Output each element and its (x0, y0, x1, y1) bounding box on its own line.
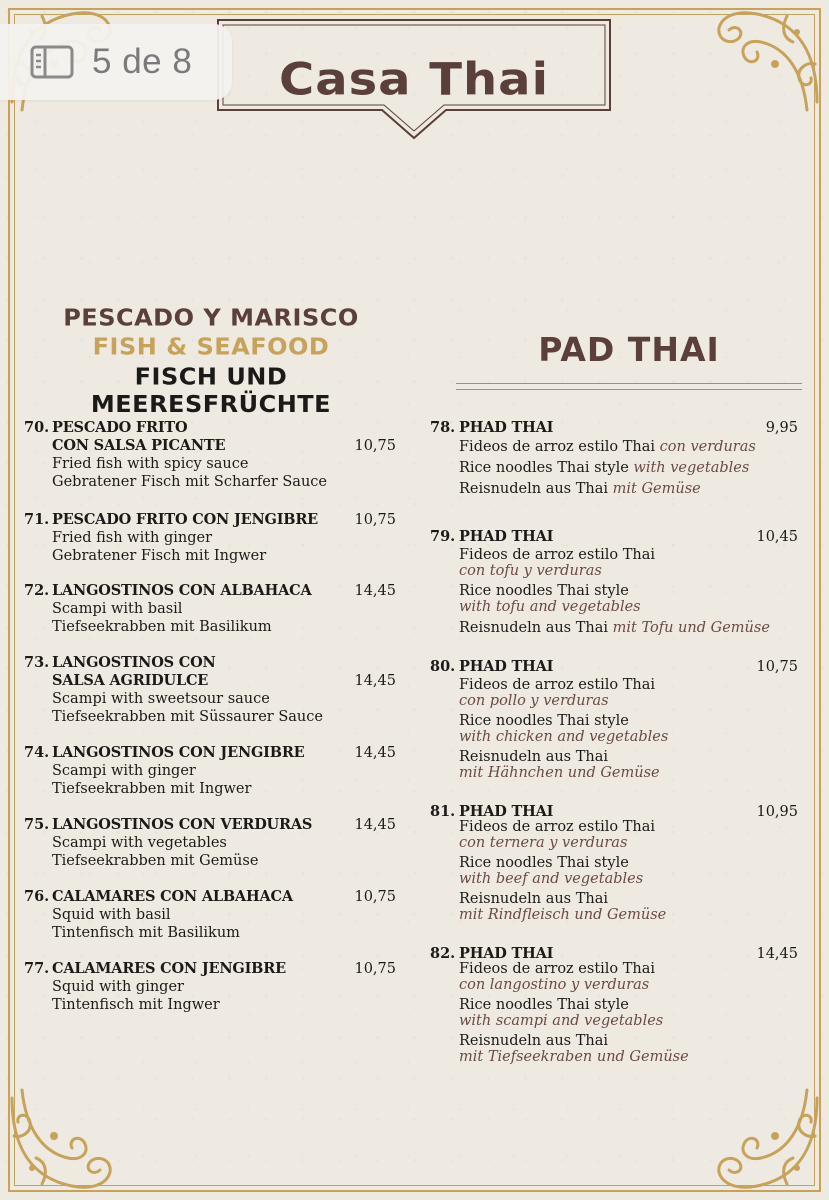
item-number: 76. (24, 888, 50, 905)
item-english: Scampi with vegetables (52, 835, 227, 851)
item-name: CALAMARES CON JENGIBRE (52, 960, 286, 977)
item-name: PHAD THAI (459, 419, 554, 436)
seafood-heading (26, 304, 396, 420)
item-price: 10,95 (756, 804, 798, 820)
heading-spanish: PESCADO Y MARISCO (63, 304, 359, 332)
item-name: PESCADO FRITO CON JENGIBRE (52, 511, 319, 528)
item-german-extra: mit Hähnchen und Gemüse (459, 765, 660, 781)
item-german: Reisnudeln aus Thai (459, 749, 609, 765)
ornament-corner-icon (709, 1080, 827, 1198)
item-price: 10,45 (756, 529, 798, 545)
item-german: Tiefseekrabben mit Gemüse (52, 853, 259, 869)
item-number: 78. (430, 419, 456, 436)
sidebar-panel-icon[interactable] (30, 45, 74, 79)
item-name: LANGOSTINOS CON (52, 654, 216, 671)
menu-item[interactable] (430, 803, 804, 924)
item-name: PHAD THAI (459, 658, 554, 675)
item-number: 70. (24, 419, 50, 436)
item-number: 72. (24, 582, 50, 599)
title-cartouche (216, 18, 612, 143)
item-price: 10,75 (354, 889, 396, 905)
ornament-corner-icon (2, 1080, 120, 1198)
item-price: 14,45 (354, 583, 396, 599)
item-german: Tiefseekrabben mit Basilikum (52, 619, 272, 635)
item-price: 10,75 (756, 659, 798, 675)
restaurant-name: Casa Thai (278, 54, 550, 106)
item-german: Tiefseekrabben mit Ingwer (52, 781, 252, 797)
item-english-extra: with beef and vegetables (459, 871, 644, 887)
item-name: PESCADO FRITO (52, 419, 188, 436)
item-german: Reisnudeln aus Thai (459, 620, 609, 636)
item-number: 75. (24, 816, 50, 833)
item-english: Rice noodles Thai style (459, 855, 629, 871)
menu-item[interactable] (24, 654, 402, 726)
item-name: PHAD THAI (459, 803, 554, 820)
item-spanish-extra: con verduras (659, 439, 756, 455)
heading-english: FISH & SEAFOOD (92, 333, 330, 361)
item-price: 10,75 (354, 438, 396, 454)
menu-item[interactable] (24, 511, 402, 565)
menu-item[interactable] (430, 528, 804, 637)
item-price: 14,45 (756, 946, 798, 962)
item-english: Scampi with ginger (52, 763, 196, 779)
item-english: Rice noodles Thai style (459, 460, 629, 476)
item-spanish-extra: con langostino y verduras (459, 977, 650, 993)
item-spanish: Fideos de arroz estilo Thai (459, 547, 656, 563)
item-spanish: Fideos de arroz estilo Thai (459, 677, 656, 693)
item-name: CALAMARES CON ALBAHACA (52, 888, 293, 905)
item-german: Reisnudeln aus Thai (459, 1033, 609, 1049)
menu-item[interactable] (430, 419, 804, 500)
item-english-extra: with chicken and vegetables (459, 729, 669, 745)
item-german-extra: mit Tiefseekraben und Gemüse (459, 1049, 689, 1065)
item-spanish-extra: con tofu y verduras (459, 563, 602, 579)
item-name: PHAD THAI (459, 528, 554, 545)
item-number: 82. (430, 945, 456, 962)
item-german: Tiefseekrabben mit Süssaurer Sauce (52, 709, 323, 725)
item-name: LANGOSTINOS CON VERDURAS (52, 816, 313, 833)
item-price: 14,45 (354, 673, 396, 689)
item-german: Tintenfisch mit Ingwer (52, 997, 220, 1013)
item-number: 71. (24, 511, 50, 528)
item-german-extra: mit Rindfleisch und Gemüse (459, 907, 667, 923)
item-number: 73. (24, 654, 50, 671)
item-english-extra: with tofu and vegetables (459, 599, 641, 615)
item-number: 77. (24, 960, 50, 977)
item-number: 81. (430, 803, 456, 820)
menu-item[interactable] (24, 582, 402, 636)
item-spanish-extra: con pollo y verduras (459, 693, 609, 709)
item-english: Rice noodles Thai style (459, 583, 629, 599)
item-english-extra: with vegetables (633, 460, 750, 476)
item-price: 10,75 (354, 512, 396, 528)
menu-item[interactable] (430, 658, 804, 782)
item-english: Rice noodles Thai style (459, 713, 629, 729)
item-english: Scampi with basil (52, 601, 183, 617)
item-number: 80. (430, 658, 456, 675)
pad-thai-heading (456, 330, 802, 390)
page-counter: 5 de 8 (92, 42, 193, 81)
ornament-corner-icon (709, 2, 827, 120)
item-english: Squid with basil (52, 907, 171, 923)
item-english-extra: with scampi and vegetables (459, 1013, 664, 1029)
item-spanish: Fideos de arroz estilo Thai (459, 819, 656, 835)
item-english: Scampi with sweetsour sauce (52, 691, 270, 707)
pad-thai-title: PAD THAI (538, 330, 720, 369)
item-german: Gebratener Fisch mit Scharfer Sauce (52, 474, 327, 490)
menu-item[interactable] (24, 744, 402, 798)
page-indicator[interactable] (0, 24, 232, 100)
item-english: Fried fish with spicy sauce (52, 456, 249, 472)
seafood-list (24, 419, 402, 1014)
menu-item[interactable] (24, 419, 402, 491)
item-name: LANGOSTINOS CON JENGIBRE (52, 744, 305, 761)
menu-item[interactable] (24, 960, 402, 1014)
heading-german: FISCH UND MEERESFRÜCHTE (90, 363, 332, 418)
item-spanish: Fideos de arroz estilo Thai (459, 961, 656, 977)
item-spanish-extra: con ternera y verduras (459, 835, 628, 851)
item-price: 10,75 (354, 961, 396, 977)
item-number: 74. (24, 744, 50, 761)
item-price: 14,45 (354, 745, 396, 761)
item-german: Gebratener Fisch mit Ingwer (52, 548, 267, 564)
item-name-cont: CON SALSA PICANTE (52, 437, 226, 454)
item-german: Reisnudeln aus Thai (459, 891, 609, 907)
item-german-extra: mit Gemüse (612, 481, 701, 497)
item-price: 14,45 (354, 817, 396, 833)
menu-item[interactable] (430, 945, 804, 1066)
item-spanish: Fideos de arroz estilo Thai (459, 439, 656, 455)
item-german: Reisnudeln aus Thai (459, 481, 609, 497)
item-german-extra: mit Tofu und Gemüse (612, 620, 770, 636)
item-name-cont: SALSA AGRIDULCE (52, 672, 209, 689)
item-english: Fried fish with ginger (52, 530, 213, 546)
item-name: LANGOSTINOS CON ALBAHACA (52, 582, 312, 599)
item-name: PHAD THAI (459, 945, 554, 962)
pad-thai-list (430, 419, 804, 1066)
menu-item[interactable] (24, 816, 402, 870)
item-english: Rice noodles Thai style (459, 997, 629, 1013)
item-number: 79. (430, 528, 456, 545)
item-english: Squid with ginger (52, 979, 184, 995)
menu-item[interactable] (24, 888, 402, 942)
item-price: 9,95 (765, 420, 798, 436)
item-german: Tintenfisch mit Basilikum (52, 925, 240, 941)
heading-divider (456, 383, 802, 390)
